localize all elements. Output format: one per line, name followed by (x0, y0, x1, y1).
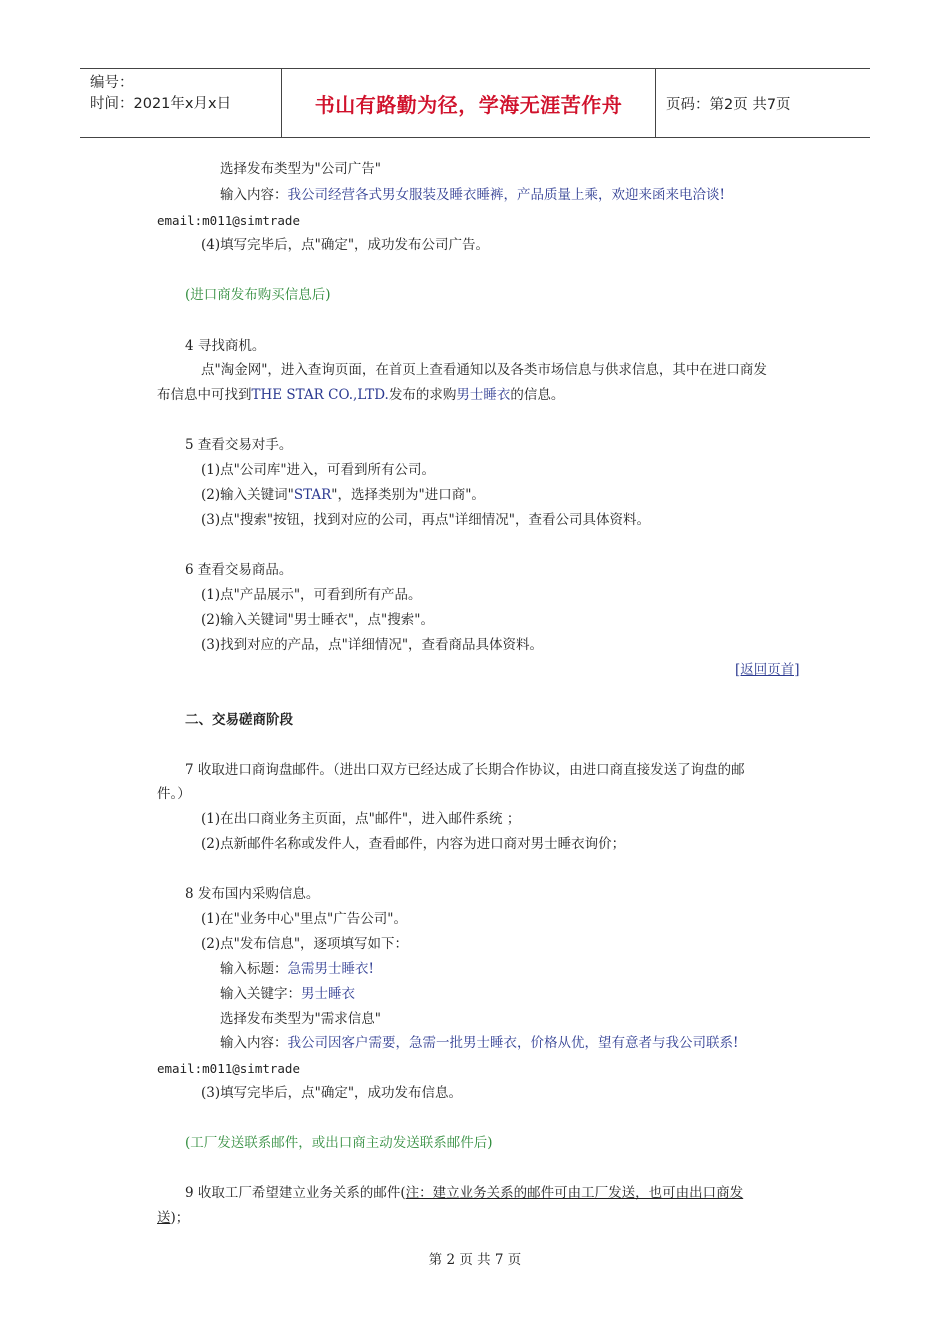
note-line: (工厂发送联系邮件，或出口商主动发送联系邮件后) (185, 1135, 493, 1151)
body-line (220, 186, 725, 204)
header-date: 时间：2021年x月x日 (90, 96, 232, 112)
text-span: )； (170, 1210, 190, 1226)
body-line: (2)输入关键词"男士睡衣"，点"搜索"。 (201, 612, 434, 628)
body-line: (3)点"搜索"按钮，找到对应的公司，再点"详细情况"，查看公司具体资料。 (201, 512, 650, 528)
body-line: (2)点新邮件名称或发件人，查看邮件，内容为进口商对男士睡衣询价； (201, 836, 626, 852)
body-line (201, 486, 485, 504)
body-line (220, 960, 374, 978)
body-line: 选择发布类型为"需求信息" (220, 1011, 381, 1027)
note-line: (进口商发布购买信息后) (185, 287, 331, 303)
email-line: email:m011@simtrade (157, 213, 300, 228)
body-line (220, 1034, 738, 1052)
field-value: 男士睡衣 (301, 986, 355, 1002)
step-title: 8 发布国内采购信息。 (185, 886, 320, 902)
field-label: 输入关键字： (220, 986, 301, 1002)
body-line: (1)在"业务中心"里点"广告公司"。 (201, 911, 407, 927)
field-value: 我公司因客户需要，急需一批男士睡衣，价格从优，望有意者与我公司联系! (287, 1035, 739, 1051)
body-line: (3)填写完毕后，点"确定"，成功发布信息。 (201, 1085, 463, 1101)
text-span: 布信息中可找到 (157, 387, 252, 403)
step-title: 5 查看交易对手。 (185, 437, 293, 453)
step-title: 4 寻找商机。 (185, 338, 266, 354)
field-label: 输入标题： (220, 961, 288, 977)
text-span: 的信息。 (510, 387, 565, 403)
field-label: 输入内容： (220, 1035, 288, 1051)
email-line: email:m011@simtrade (157, 1061, 300, 1076)
page-header (80, 68, 870, 138)
field-value: 急需男士睡衣! (287, 961, 374, 977)
field-label: 输入内容： (220, 187, 288, 203)
note-underlined: 注：建立业务关系的邮件可由工厂发送，也可由出口商发 (405, 1185, 744, 1201)
body-line: 选择发布类型为"公司广告" (220, 161, 381, 177)
text-span: "，选择类别为"进口商"。 (331, 487, 485, 503)
body-line (220, 985, 355, 1003)
body-line: (4)填写完毕后，点"确定"，成功发布公司广告。 (201, 237, 490, 253)
text-span: (2)输入关键词" (201, 487, 294, 503)
body-line: (3)找到对应的产品，点"详细情况"，查看商品具体资料。 (201, 637, 544, 653)
back-to-top-link[interactable]: [返回页首] (735, 662, 800, 678)
section-heading: 二、交易磋商阶段 (185, 712, 293, 728)
body-line: (1)点"产品展示"，可看到所有产品。 (201, 587, 422, 603)
body-line: 7 收取进口商询盘邮件。（进出口双方已经达成了长期合作协议，由进口商直接发送了询盘的邮 (185, 762, 745, 778)
body-line (185, 1184, 743, 1202)
header-meta (80, 69, 282, 137)
text-span: 发布的求购 (388, 387, 457, 403)
company-name: THE STAR CO.,LTD. (251, 387, 389, 403)
body-line (157, 386, 564, 404)
product-name: 男士睡衣 (456, 387, 511, 403)
field-value: 我公司经营各式男女服装及睡衣睡裤，产品质量上乘，欢迎来函来电洽谈! (287, 187, 725, 203)
header-number: 编号： (90, 75, 134, 91)
body-line: (1)点"公司库"进入，可看到所有公司。 (201, 462, 436, 478)
note-underlined: 送 (157, 1210, 171, 1226)
header-page-number: 页码：第2页 共7页 (666, 96, 791, 113)
body-line: 点"淘金网"，进入查询页面，在首页上查看通知以及各类市场信息与供求信息，其中在进口商发 (201, 362, 767, 378)
keyword: STAR (293, 487, 332, 503)
header-motto: 书山有路勤为径，学海无涯苦作舟 (282, 69, 656, 137)
body-line: (1)在出口商业务主页面，点"邮件"，进入邮件系统 ； (201, 811, 521, 827)
step-title: 6 查看交易商品。 (185, 562, 293, 578)
page-footer: 第 2 页 共 7 页 (428, 1252, 522, 1268)
text-span: 9 收取工厂希望建立业务关系的邮件( (185, 1185, 406, 1201)
body-line: 件。） (157, 786, 191, 802)
body-line (157, 1209, 189, 1227)
body-line: (2)点"发布信息"，逐项填写如下： (201, 936, 409, 952)
